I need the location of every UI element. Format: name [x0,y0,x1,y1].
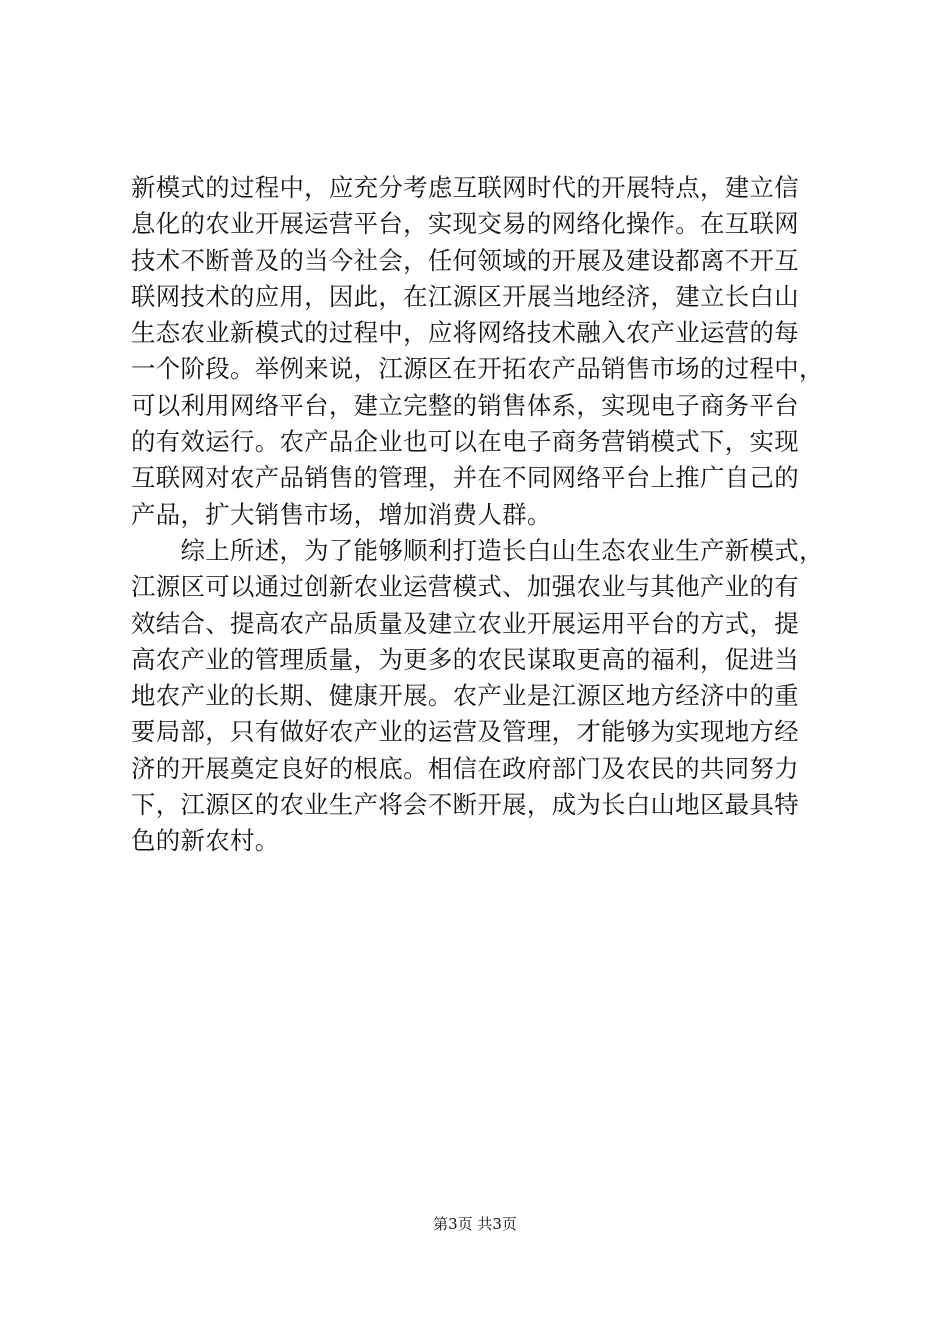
page-number-footer: 第3页 共3页 [433,1215,517,1233]
text-line: 息化的农业开展运营平台，实现交易的网络化操作。在互联网 [131,209,799,239]
text-line: 下，江源区的农业生产将会不断开展，成为长白山地区最具特 [131,790,799,820]
text-line: 一个阶段。举例来说，江源区在开拓农产品销售市场的过程中， [131,354,824,384]
text-line: 济的开展奠定良好的根底。相信在政府部门及农民的共同努力 [131,753,799,783]
text-line: 江源区可以通过创新农业运营模式、加强农业与其他产业的有 [131,572,799,602]
text-line: 生态农业新模式的过程中，应将网络技术融入农产业运营的每 [131,318,799,348]
text-line: 色的新农村。 [131,826,280,856]
text-line: 要局部，只有做好农产业的运营及管理，才能够为实现地方经 [131,717,799,747]
text-line: 综上所述，为了能够顺利打造长白山生态农业生产新模式， [131,535,824,565]
text-line: 新模式的过程中，应充分考虑互联网时代的开展特点，建立信 [131,173,799,202]
text-line: 联网技术的应用，因此，在江源区开展当地经济，建立长白山 [131,281,799,311]
body-text [131,170,836,860]
text-line: 效结合、提高农产品质量及建立农业开展运用平台的方式，提 [131,608,799,638]
text-line: 产品，扩大销售市场，增加消费人群。 [131,499,552,529]
text-line: 技术不断普及的当今社会，任何领域的开展及建设都离不开互 [131,245,799,275]
text-line: 互联网对农产品销售的管理，并在不同网络平台上推广自己的 [131,463,799,493]
text-line: 可以利用网络平台，建立完整的销售体系，实现电子商务平台 [131,390,799,420]
text-line: 高农产业的管理质量，为更多的农民谋取更高的福利，促进当 [131,644,799,674]
text-line: 地农产业的长期、健康开展。农产业是江源区地方经济中的重 [131,681,799,711]
text-line: 的有效运行。农产品企业也可以在电子商务营销模式下，实现 [131,427,799,457]
